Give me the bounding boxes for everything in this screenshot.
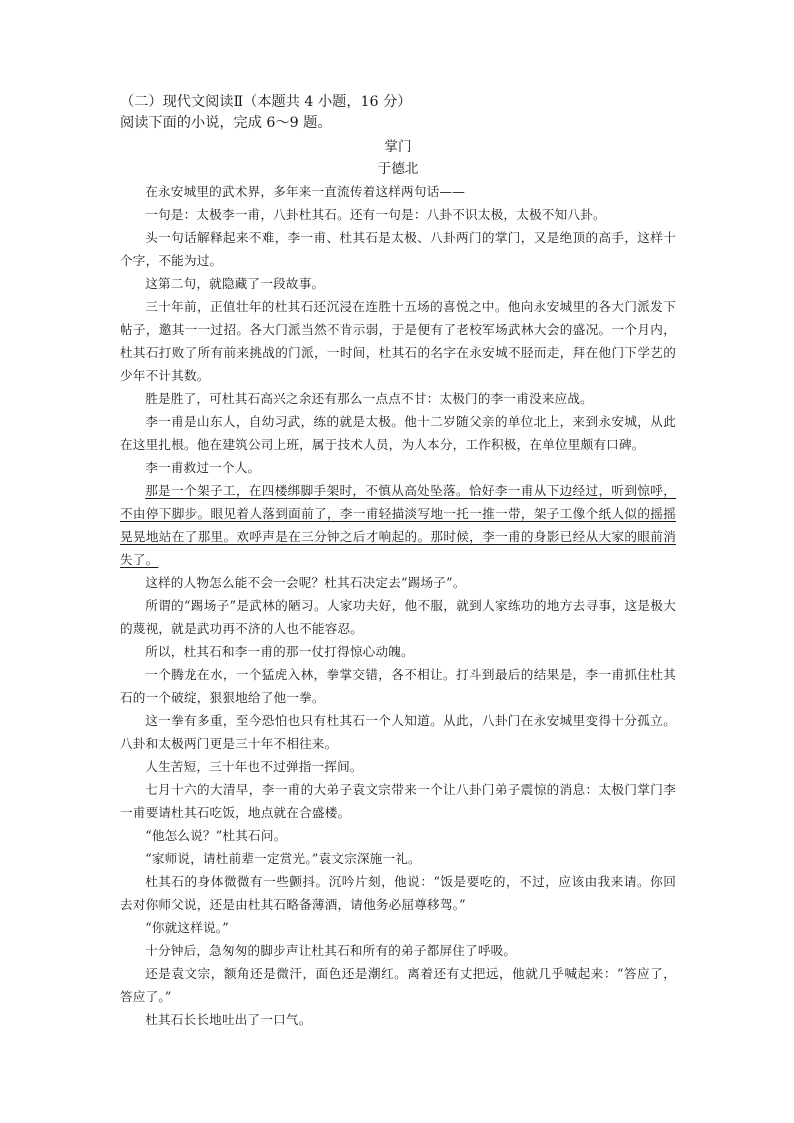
underlined-paragraph: [120, 479, 676, 571]
underlined-text: 那是一个架子工，在四楼绑脚手架时，不慎从高处坠落。恰好李一甫从下边经过，听到惊呼，不由停下脚步。眼见着人落到面前了，李一甫轻描淡写地一托一推一带，架子工像个纸人似的摇摇晃晃地站在了那里。欢呼声是在三分钟之后才响起的。那时候，李一甫的身影已经从大家的眼前消失了。: [120, 483, 676, 567]
paragraph: 在永安城里的武术界，多年来一直流传着这样两句话——: [145, 184, 466, 199]
paragraph: 这第二句，就隐藏了一段故事。: [145, 276, 325, 291]
paragraph: “家师说，请杜前辈一定赏光。”袁文宗深施一礼。: [145, 851, 421, 866]
paragraph: 所谓的“踢场子”是武林的陋习。人家功夫好，他不服，就到人家练功的地方去寻事，这是极大的蔑视，就是武功再不济的人也不能容忍。: [120, 598, 676, 636]
paragraph: 李一甫是山东人，自幼习武，练的就是太极。他十二岁随父亲的单位北上，来到永安城，从此在这里扎根。他在建筑公司上班，属于技术人员，为人本分，工作积极，在单位里颇有口碑。: [120, 414, 676, 452]
paragraph: 这一拳有多重，至今恐怕也只有杜其石一个人知道。从此，八卦门在永安城里变得十分孤立。八卦和太极两门更是三十年不相往来。: [120, 713, 676, 751]
paragraph: 胜是胜了，可杜其石高兴之余还有那么一点点不甘：太极门的李一甫没来应战。: [145, 391, 593, 406]
story-title: 掌门: [384, 139, 412, 155]
paragraph: 这样的人物怎么能不会一会呢？杜其石决定去“踢场子”。: [145, 575, 466, 590]
paragraph: 三十年前，正值壮年的杜其石还沉浸在连胜十五场的喜悦之中。他向永安城里的各大门派发下帖子，邀其一一过招。各大门派当然不肯示弱，于是便有了老校军场武林大会的盛况。一个月内，杜其石打败了所有前来挑战的门派，一时间，杜其石的名字在永安城不胫而走，拜在他门下学艺的少年不计其数。: [120, 299, 676, 383]
paragraph: 一个腾龙在水，一个猛虎入林，拳掌交错，各不相让。打斗到最后的结果是，李一甫抓住杜其石的一个破绽，狠狠地给了他一拳。: [120, 667, 676, 705]
paragraph: 李一甫救过一个人。: [145, 460, 261, 475]
story-author: 于德北: [377, 161, 419, 177]
paragraph: 杜其石的身体微微有一些颤抖。沉吟片刻，他说：“饭是要吃的，不过，应该由我来请。你回去对你师父说，还是由杜其石略备薄酒，请他务必屈尊移驾。”: [120, 874, 676, 912]
reading-instruction: 阅读下面的小说，完成 6～9 题。: [120, 115, 332, 131]
story-body: [120, 180, 676, 1031]
paragraph: 七月十六的大清早，李一甫的大弟子袁文宗带来一个让八卦门弟子震惊的消息：太极门掌门李一甫要请杜其石吃饭，地点就在合盛楼。: [120, 782, 676, 820]
paragraph: “他怎么说？”杜其石问。: [145, 828, 287, 843]
paragraph: “你就这样说。”: [145, 920, 229, 935]
paragraph: 所以，杜其石和李一甫的那一仗打得惊心动魄。: [145, 644, 414, 659]
document-page: [120, 92, 676, 1031]
paragraph: 一句是：太极李一甫，八卦杜其石。还有一句是：八卦不识太极，太极不知八卦。: [145, 207, 606, 222]
paragraph: 杜其石长长地吐出了一口气。: [145, 1012, 312, 1027]
paragraph: 还是袁文宗，额角还是微汗，面色还是潮红。离着还有丈把远，他就几乎喊起来：“答应了，答应了。”: [120, 966, 676, 1004]
paragraph: 人生苦短，三十年也不过弹指一挥间。: [145, 759, 363, 774]
paragraph: 十分钟后，急匆匆的脚步声让杜其石和所有的弟子都屏住了呼吸。: [145, 943, 517, 958]
paragraph: 头一句话解释起来不难，李一甫、杜其石是太极、八卦两门的掌门，又是绝顶的高手，这样十个字，不能为过。: [120, 230, 676, 268]
section-heading: （二）现代文阅读Ⅱ（本题共 4 小题，16 分）: [120, 94, 412, 110]
